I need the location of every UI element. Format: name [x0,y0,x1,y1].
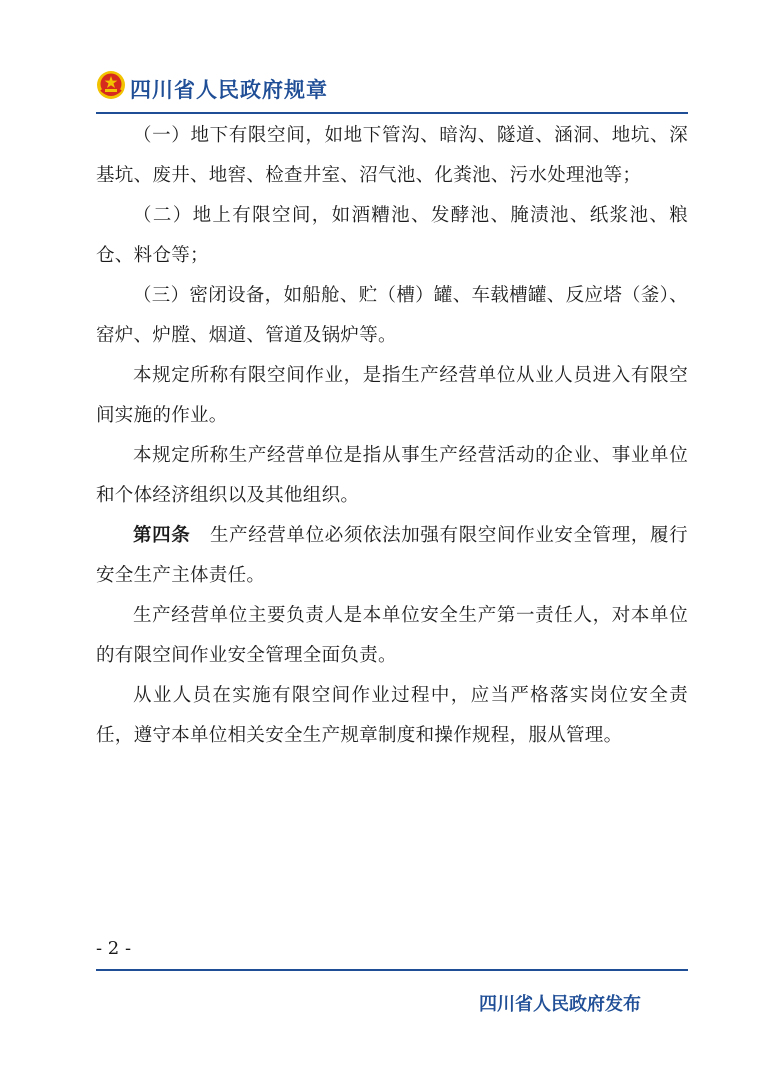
document-header [96,68,688,108]
paragraph-aboveground-spaces: （二）地上有限空间，如酒糟池、发酵池、腌渍池、纸浆池、粮仓、料仓等； [96,205,688,266]
paragraph-underground-spaces: （一）地下有限空间，如地下管沟、暗沟、隧道、涵洞、地坑、深基坑、废井、地窖、检查井室、沼气池、化粪池、污水处理池等； [96,125,688,186]
article-four [96,516,688,596]
article-four-text: 生产经营单位必须依法加强有限空间作业安全管理，履行安全生产主体责任。 [96,525,688,586]
paragraph-principal-responsibility: 生产经营单位主要负责人是本单位安全生产第一责任人，对本单位的有限空间作业安全管理全面负责。 [96,605,688,666]
footer-divider [96,969,688,971]
header-divider [96,112,688,114]
paragraph-worker-responsibility: 从业人员在实施有限空间作业过程中，应当严格落实岗位安全责任，遵守本单位相关安全生产规章制度和操作规程，服从管理。 [96,685,688,746]
paragraph-work-definition: 本规定所称有限空间作业，是指生产经营单位从业人员进入有限空间实施的作业。 [96,365,688,426]
page-number: - 2 - [96,938,132,959]
document-body [96,116,688,756]
header-title: 四川省人民政府规章 [130,78,328,102]
national-emblem-icon [96,70,126,100]
footer-publisher: 四川省人民政府发布 [479,994,641,1015]
paragraph-unit-definition: 本规定所称生产经营单位是指从事生产经营活动的企业、事业单位和个体经济组织以及其他组织。 [96,445,688,506]
article-four-label: 第四条 [133,525,191,546]
paragraph-sealed-equipment: （三）密闭设备，如船舱、贮（槽）罐、车载槽罐、反应塔（釜）、窑炉、炉膛、烟道、管道及锅炉等。 [96,285,688,346]
